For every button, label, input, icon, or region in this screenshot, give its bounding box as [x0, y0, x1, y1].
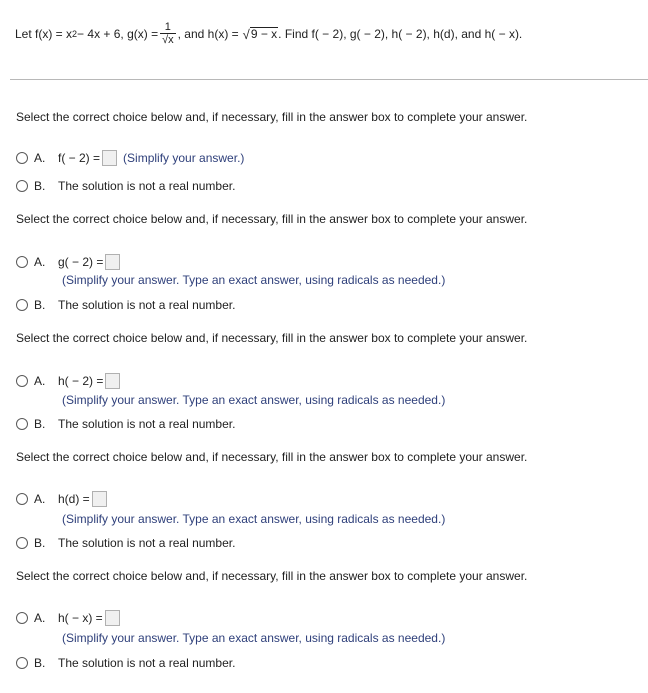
q5-radio-a[interactable]	[16, 612, 28, 624]
q4-letter-a: A.	[34, 492, 46, 506]
instruction-4: Select the correct choice below and, if necessary, fill in the answer box to complete your answer.	[16, 450, 528, 464]
q3-letter-a: A.	[34, 374, 46, 388]
q2-answer-box[interactable]	[105, 254, 120, 270]
q5-letter-b: B.	[34, 656, 46, 670]
q3-option-b-text: The solution is not a real number.	[58, 417, 236, 431]
q3-expression: h( − 2) =	[58, 374, 104, 388]
q5-radio-b[interactable]	[16, 657, 28, 669]
g-denominator	[160, 33, 176, 47]
g-sqrt-symbol: √	[162, 34, 169, 46]
q3-answer-box[interactable]	[105, 373, 120, 389]
q1-radio-a[interactable]	[16, 152, 28, 164]
problem-let-f: Let f(x) = x	[15, 27, 73, 41]
q2-option-b-text: The solution is not a real number.	[58, 298, 236, 312]
q3-radio-a[interactable]	[16, 375, 28, 387]
q4-hint: (Simplify your answer. Type an exact answer, using radicals as needed.)	[62, 512, 446, 526]
instruction-3: Select the correct choice below and, if necessary, fill in the answer box to complete your answer.	[16, 331, 528, 345]
g-numerator: 1	[164, 21, 171, 33]
f-exponent: 2	[72, 29, 78, 39]
instruction-2: Select the correct choice below and, if necessary, fill in the answer box to complete your answer.	[16, 212, 528, 226]
q2-hint: (Simplify your answer. Type an exact answer, using radicals as needed.)	[62, 273, 446, 287]
q1-option-b[interactable]	[16, 176, 235, 196]
q5-answer-box[interactable]	[105, 610, 120, 626]
divider	[10, 79, 648, 80]
instruction-5: Select the correct choice below and, if necessary, fill in the answer box to complete your answer.	[16, 569, 528, 583]
instruction-1: Select the correct choice below and, if necessary, fill in the answer box to complete your answer.	[16, 110, 528, 124]
q4-option-b[interactable]	[16, 533, 235, 553]
q5-option-b-text: The solution is not a real number.	[58, 656, 236, 670]
h-sqrt-symbol: √	[242, 27, 250, 42]
q1-answer-box[interactable]	[102, 150, 117, 166]
problem-h-intro: , and h(x) =	[177, 27, 239, 41]
g-sqrt-var: x	[168, 34, 174, 46]
q1-option-b-text: The solution is not a real number.	[58, 179, 236, 193]
problem-task: . Find f( − 2), g( − 2), h( − 2), h(d), and h( − x).	[278, 27, 523, 41]
q1-letter-a: A.	[34, 151, 46, 165]
q1-letter-b: B.	[34, 179, 46, 193]
q3-letter-b: B.	[34, 417, 46, 431]
q1-option-a[interactable]	[16, 148, 244, 168]
q5-letter-a: A.	[34, 611, 46, 625]
q2-letter-a: A.	[34, 255, 46, 269]
q5-option-a[interactable]	[16, 608, 120, 628]
q4-radio-b[interactable]	[16, 537, 28, 549]
q2-expression: g( − 2) =	[58, 255, 104, 269]
q3-option-a[interactable]	[16, 371, 120, 391]
g-fraction	[160, 21, 176, 47]
h-radicand: 9 − x	[250, 27, 278, 41]
q5-hint: (Simplify your answer. Type an exact answer, using radicals as needed.)	[62, 631, 446, 645]
q4-expression: h(d) =	[58, 492, 90, 506]
q5-expression: h( − x) =	[58, 611, 103, 625]
q4-letter-b: B.	[34, 536, 46, 550]
q2-radio-b[interactable]	[16, 299, 28, 311]
q3-radio-b[interactable]	[16, 418, 28, 430]
q3-option-b[interactable]	[16, 414, 235, 434]
q2-letter-b: B.	[34, 298, 46, 312]
q3-hint: (Simplify your answer. Type an exact answer, using radicals as needed.)	[62, 393, 446, 407]
q1-expression: f( − 2) =	[58, 151, 101, 165]
q2-option-b[interactable]	[16, 295, 235, 315]
q4-answer-box[interactable]	[92, 491, 107, 507]
q2-radio-a[interactable]	[16, 256, 28, 268]
q1-hint: (Simplify your answer.)	[123, 151, 245, 165]
q4-option-a[interactable]	[16, 489, 107, 509]
q4-radio-a[interactable]	[16, 493, 28, 505]
q5-option-b[interactable]	[16, 653, 235, 673]
q2-option-a[interactable]	[16, 252, 120, 272]
h-radical	[243, 27, 279, 41]
q4-option-b-text: The solution is not a real number.	[58, 536, 236, 550]
q1-radio-b[interactable]	[16, 180, 28, 192]
problem-f-rest: − 4x + 6, g(x) =	[77, 27, 159, 41]
problem-statement	[15, 14, 645, 54]
